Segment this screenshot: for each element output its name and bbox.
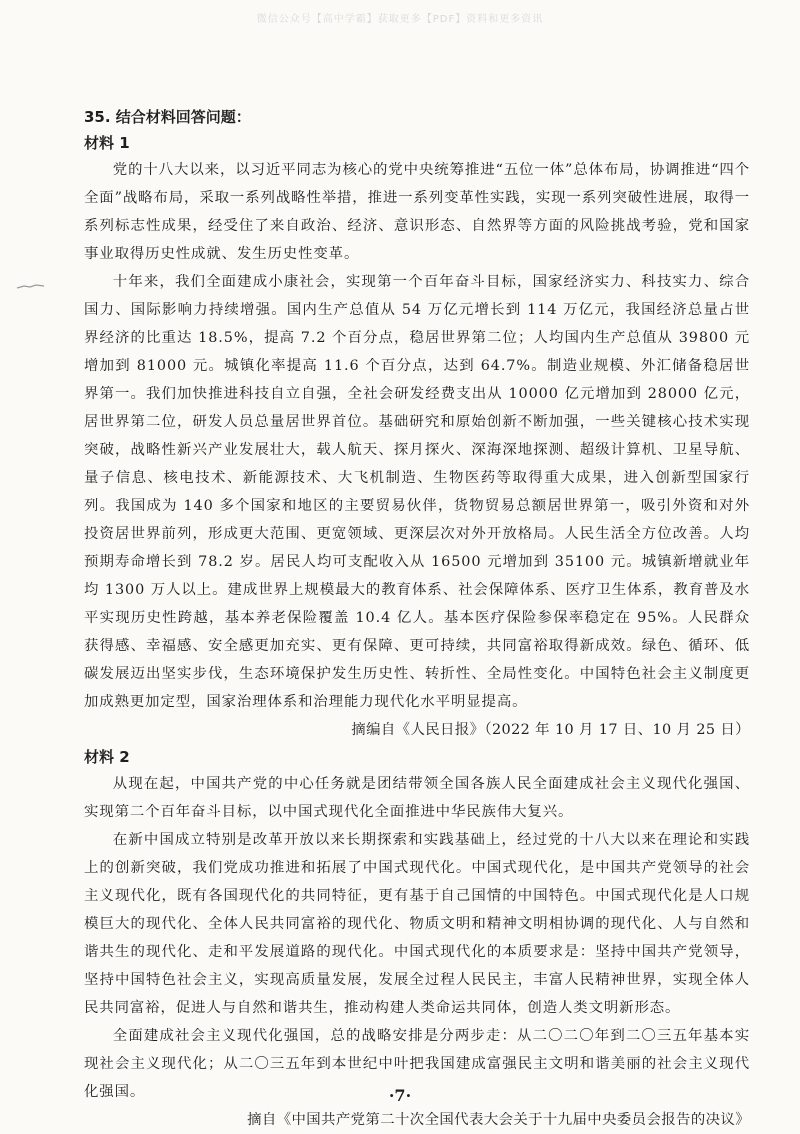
document-page [84,104,750,1134]
margin-pen-mark [16,283,46,291]
material-1-paragraph: 十年来，我们全面建成小康社会，实现第一个百年奋斗目标，国家经济实力、科技实力、综合国力、国际影响力持续增强。国内生产总值从 54 万亿元增长到 114 万亿元，我国经济总量占世界经济的比重达 18.5%，提高 7.2 个百分点，稳居世界第二位；人均国内生产总值从 39800 元增加到 81000 元。城镇化率提高 11.6 个百分点，达到 64.7%。制造业规模、外汇储备稳居世界第一。我们加快推进科技自立自强，全社会研发经费支出从 10000 亿元增加到 28000 亿元，居世界第二位，研发人员总量居世界首位。基础研究和原始创新不断加强，一些关键核心技术实现突破，战略性新兴产业发展壮大，载人航天、探月探火、深海深地探测、超级计算机、卫星导航、量子信息、核电技术、新能源技术、大飞机制造、生物医药等取得重大成果，进入创新型国家行列。我国成为 140 多个国家和地区的主要贸易伙伴，货物贸易总额居世界第一，吸引外资和对外投资居世界前列，形成更大范围、更宽领域、更深层次对外开放格局。人民生活全方位改善。人均预期寿命增长到 78.2 岁。居民人均可支配收入从 16500 元增加到 35100 元。城镇新增就业年均 1300 万人以上。建成世界上规模最大的教育体系、社会保障体系、医疗卫生体系，教育普及水平实现历史性跨越，基本养老保险覆盖 10.4 亿人。基本医疗保险参保率稳定在 95%。人民群众获得感、幸福感、安全感更加充实、更有保障、更可持续，共同富裕取得新成效。绿色、循环、低碳发展迈出坚实步伐，生态环境保护发生历史性、转折性、全局性变化。中国特色社会主义制度更加成熟更加定型，国家治理体系和治理能力现代化水平明显提高。 [84,274,750,710]
material-1-paragraph: 党的十八大以来，以习近平同志为核心的党中央统筹推进“五位一体”总体布局，协调推进“四个全面”战略布局，采取一系列战略性举措，推进一系列变革性实践，实现一系列突破性进展，取得一系列标志性成果，经受住了来自政治、经济、意识形态、自然界等方面的风险挑战考验，党和国家事业取得历史性成就、发生历史性变革。 [84,162,750,262]
page-number: ·7· [388,1086,412,1105]
material-2-source: 摘自《中国共产党第二十次全国代表大会关于十九届中央委员会报告的决议》 [247,1112,750,1128]
material-2-title: 材料 2 [84,748,130,766]
material-1-source: 摘编自《人民日报》（2022 年 10 月 17 日、10 月 25 日） [351,722,750,738]
material-1-title: 材料 1 [84,134,130,152]
material-2-paragraph: 从现在起，中国共产党的中心任务就是团结带领全国各族人民全面建成社会主义现代化强国、实现第二个百年奋斗目标，以中国式现代化全面推进中华民族伟大复兴。 [84,776,750,820]
header-watermark: 微信公众号【高中学霸】获取更多【PDF】资料和更多资讯 [256,14,544,25]
question-title: 35. 结合材料回答问题： [84,108,251,126]
material-2-paragraph: 在新中国成立特别是改革开放以来长期探索和实践基础上，经过党的十八大以来在理论和实践上的创新突破，我们党成功推进和拓展了中国式现代化。中国式现代化，是中国共产党领导的社会主义现代化，既有各国现代化的共同特征，更有基于自己国情的中国特色。中国式现代化是人口规模巨大的现代化、全体人民共同富裕的现代化、物质文明和精神文明相协调的现代化、人与自然和谐共生的现代化、走和平发展道路的现代化。中国式现代化的本质要求是：坚持中国共产党领导，坚持中国特色社会主义，实现高质量发展，发展全过程人民民主，丰富人民精神世界，实现全体人民共同富裕，促进人与自然和谐共生，推动构建人类命运共同体，创造人类文明新形态。 [84,832,750,1016]
material-2-paragraph: 全面建成社会主义现代化强国，总的战略安排是分两步走：从二〇二〇年到二〇三五年基本实现社会主义现代化；从二〇三五年到本世纪中叶把我国建成富强民主文明和谐美丽的社会主义现代化强国。 [84,1028,750,1100]
